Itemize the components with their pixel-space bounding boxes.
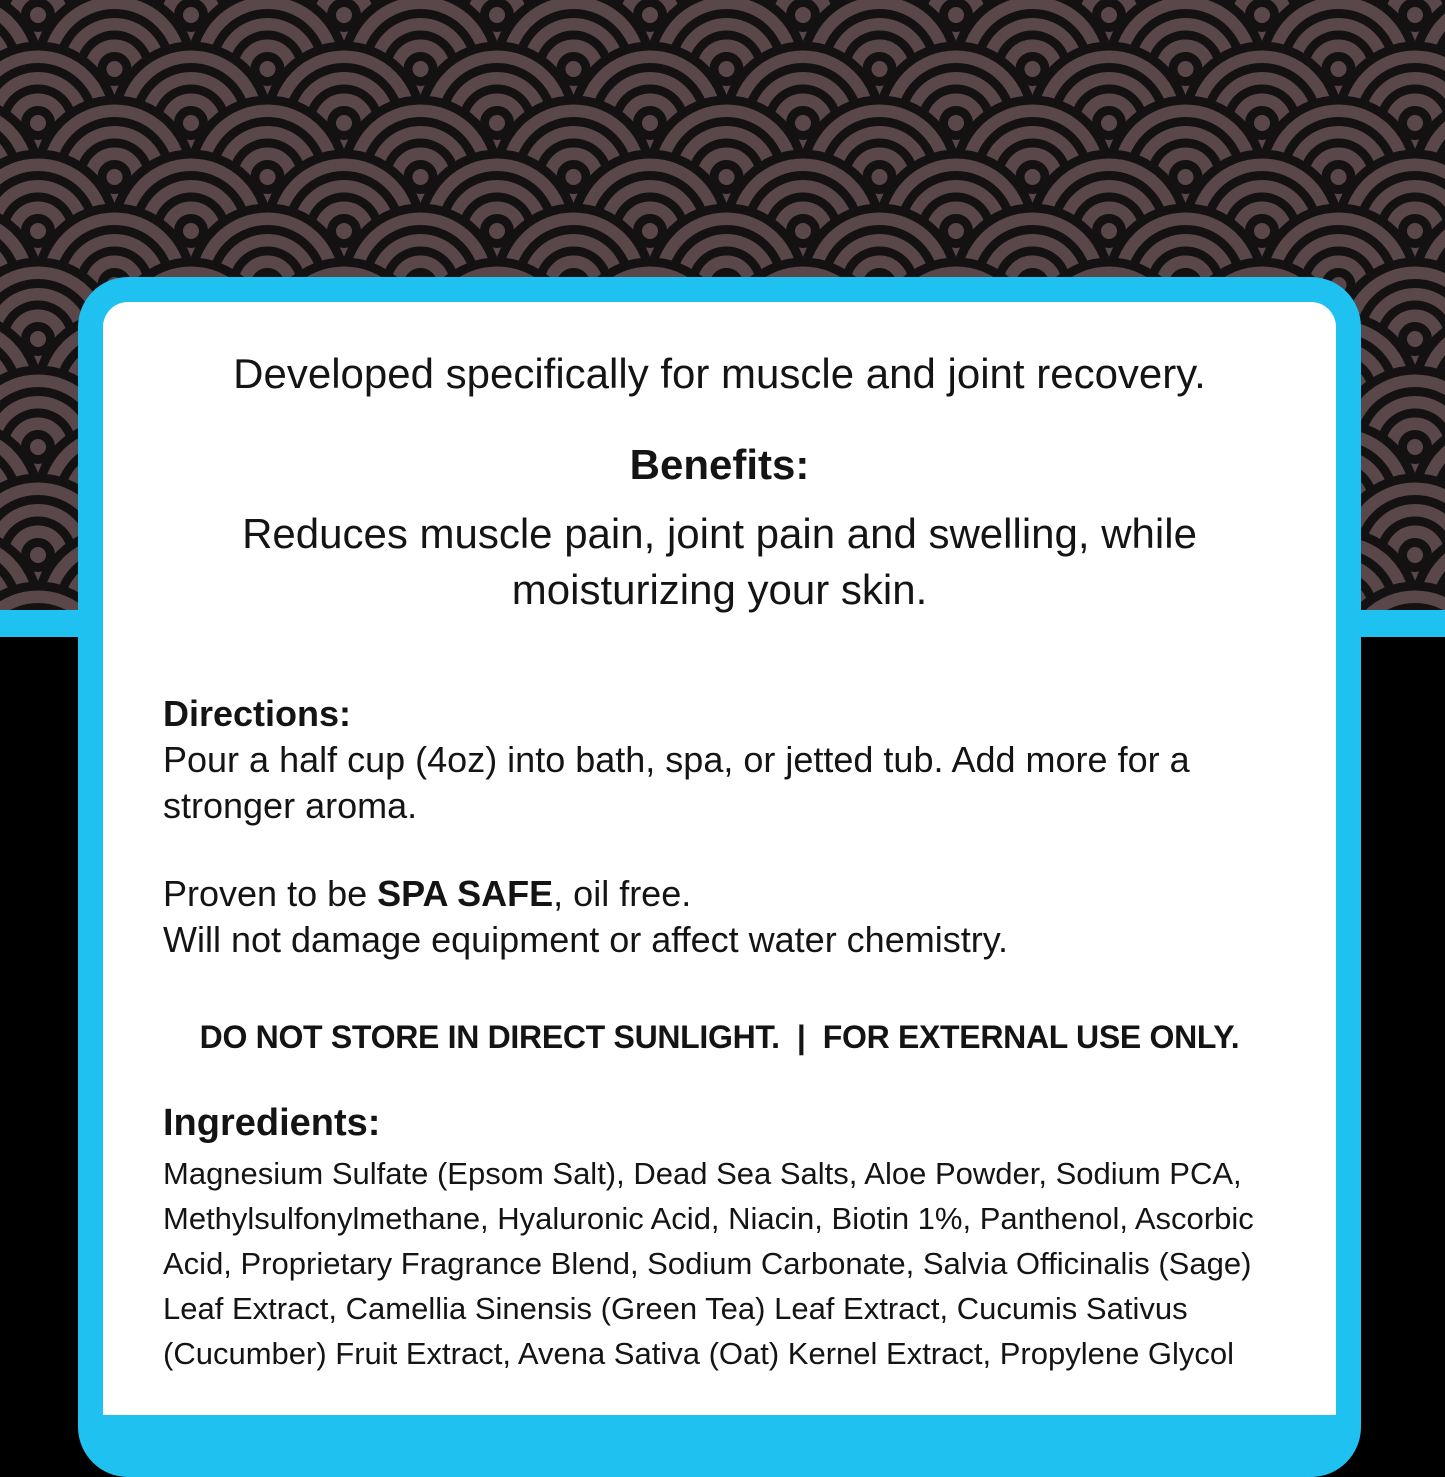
- ingredients-heading: Ingredients:: [163, 1102, 381, 1144]
- benefits-line: Reduces muscle pain, joint pain and swelling, while: [242, 510, 1197, 557]
- spa-safe-section: [163, 871, 1343, 963]
- ingredients-line: (Cucumber) Fruit Extract, Avena Sativa (Oat) Kernel Extract, Propylene Glycol: [163, 1336, 1235, 1371]
- spa-safe-line2: Will not damage equipment or affect water chemistry.: [163, 919, 1009, 960]
- directions-section: [163, 691, 1343, 829]
- benefits-heading: Benefits:: [629, 441, 810, 488]
- directions-heading: Directions:: [163, 693, 352, 734]
- ingredients-line: Leaf Extract, Camellia Sinensis (Green Tea) Leaf Extract, Cucumis Sativus: [163, 1291, 1188, 1326]
- ingredients-line: Magnesium Sulfate (Epsom Salt), Dead Sea Salts, Aloe Powder, Sodium PCA,: [163, 1156, 1242, 1191]
- spa-safe-pre: Proven to be: [163, 873, 378, 914]
- warning-text: DO NOT STORE IN DIRECT SUNLIGHT. | FOR EXTERNAL USE ONLY.: [199, 1019, 1240, 1055]
- ingredients-line: Methylsulfonylmethane, Hyaluronic Acid, Niacin, Biotin 1%, Panthenol, Ascorbic: [163, 1201, 1254, 1236]
- spa-safe-bold: SPA SAFE: [377, 873, 554, 914]
- directions-line: stronger aroma.: [163, 785, 418, 826]
- ingredients-line: Acid, Proprietary Fragrance Blend, Sodium Carbonate, Salvia Officinalis (Sage): [163, 1246, 1252, 1281]
- spa-safe-post: , oil free.: [553, 873, 692, 914]
- spa-safe-line: [163, 871, 1343, 917]
- directions-line: Pour a half cup (4oz) into bath, spa, or jetted tub. Add more for a: [163, 739, 1190, 780]
- intro-text: Developed specifically for muscle and joint recovery.: [233, 350, 1206, 397]
- ingredients-list: [163, 1151, 1343, 1376]
- benefits-text: [103, 506, 1336, 618]
- benefits-line: moisturizing your skin.: [511, 566, 928, 613]
